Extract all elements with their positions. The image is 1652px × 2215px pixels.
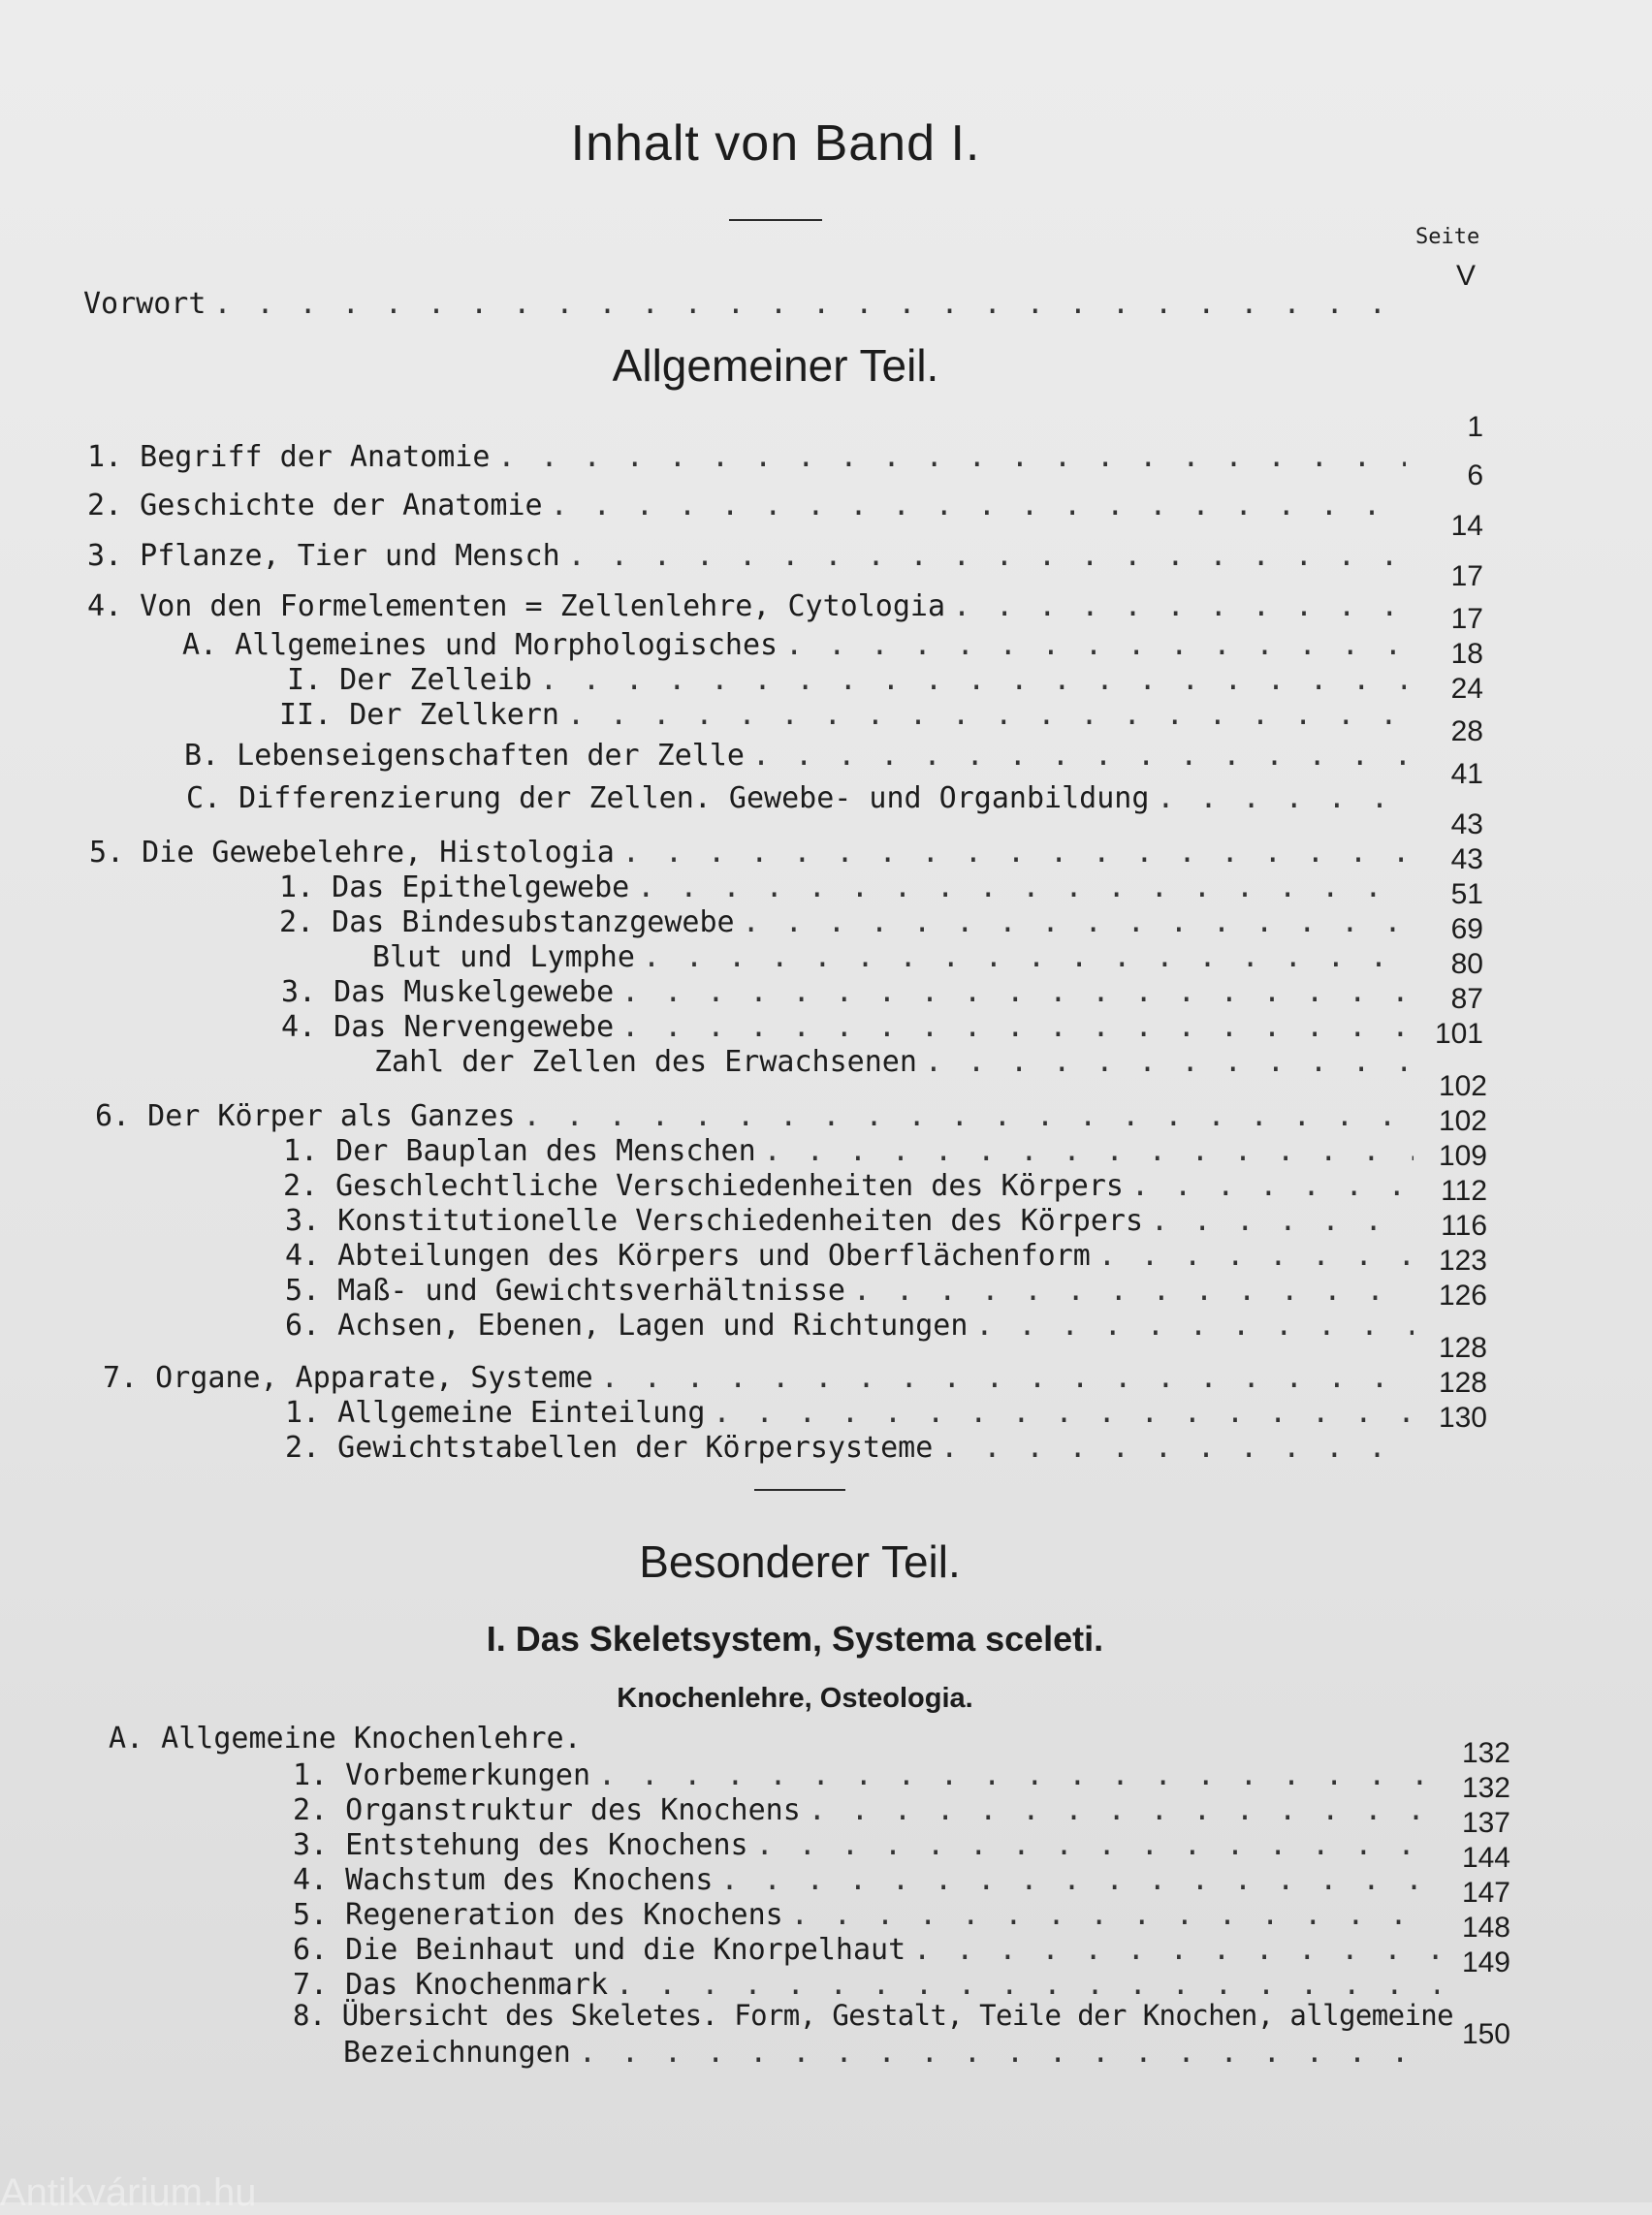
toc-page-number: 17 bbox=[1450, 603, 1483, 635]
leader-dots bbox=[975, 1309, 1414, 1343]
leader-dots bbox=[1157, 781, 1406, 815]
toc-entry[interactable]: 4. Abteilungen des Körpers und Oberflächenform . . . bbox=[285, 1239, 1414, 1272]
toc-entry[interactable]: 2. Geschlechtliche Verschiedenheiten des Körpers . . . bbox=[283, 1169, 1414, 1202]
toc-page-number: V bbox=[1455, 260, 1476, 292]
leader-dots bbox=[791, 1898, 1439, 1932]
leader-dots bbox=[601, 1361, 1417, 1395]
toc-entry[interactable]: C. Differenzierung der Zellen. Gewebe- und Organbildung . . . bbox=[186, 781, 1406, 814]
toc-page-number: 18 bbox=[1450, 638, 1483, 670]
toc-page-number: 144 bbox=[1461, 1842, 1510, 1874]
leader-dots bbox=[1098, 1239, 1414, 1273]
leader-dots bbox=[756, 1828, 1439, 1862]
toc-entry-label: Vorwort bbox=[83, 287, 206, 321]
toc-page-number: 102 bbox=[1438, 1105, 1487, 1137]
toc-entry[interactable]: 1. Der Bauplan des Menschen . . . bbox=[283, 1134, 1414, 1167]
toc-page-number: 148 bbox=[1461, 1912, 1510, 1944]
toc-page-number: 1 bbox=[1467, 411, 1483, 443]
page-title: Inhalt von Band I. bbox=[570, 115, 981, 172]
toc-entry-vorwort[interactable] bbox=[83, 287, 1412, 320]
leader-dots bbox=[497, 440, 1406, 474]
leader-dots bbox=[785, 628, 1406, 662]
section-heading-besonderer-teil: Besonderer Teil. bbox=[639, 1536, 961, 1587]
toc-page-number: 109 bbox=[1438, 1140, 1487, 1172]
toc-page-number: 101 bbox=[1434, 1018, 1483, 1050]
leader-dots bbox=[809, 1793, 1439, 1827]
leader-dots bbox=[1131, 1169, 1414, 1203]
toc-entry[interactable]: 2. Geschichte der Anatomie . . . bbox=[87, 489, 1406, 522]
leader-dots bbox=[853, 1274, 1414, 1308]
toc-page-number: 112 bbox=[1441, 1175, 1487, 1207]
leader-dots bbox=[540, 663, 1406, 697]
leader-dots bbox=[713, 1396, 1417, 1430]
toc-page-number: 128 bbox=[1438, 1332, 1487, 1364]
toc-entry[interactable]: 1. Begriff der Anatomie . . . bbox=[87, 440, 1406, 473]
toc-entry[interactable]: B. Lebenseigenschaften der Zelle . . . bbox=[184, 739, 1406, 772]
toc-page-number: 24 bbox=[1450, 673, 1483, 705]
toc-page-number: 116 bbox=[1441, 1210, 1487, 1242]
toc-entry[interactable]: 5. Die Gewebelehre, Histologia . . . bbox=[89, 836, 1406, 869]
toc-entry[interactable]: 6. Der Körper als Ganzes . . . bbox=[95, 1099, 1414, 1132]
toc-entry[interactable]: 1. Allgemeine Einteilung . . . bbox=[285, 1396, 1417, 1429]
toc-page-number: 123 bbox=[1438, 1245, 1487, 1277]
toc-page-number: 41 bbox=[1450, 758, 1483, 790]
toc-entry[interactable]: 3. Entstehung des Knochens . . . bbox=[293, 1828, 1439, 1861]
title-divider bbox=[729, 219, 822, 221]
leader-dots bbox=[940, 1431, 1417, 1465]
toc-page-number: 17 bbox=[1450, 560, 1483, 592]
toc-page-number: 43 bbox=[1450, 808, 1483, 840]
toc-entry[interactable]: 2. Gewichtstabellen der Körpersysteme . . . bbox=[285, 1431, 1417, 1464]
leader-dots bbox=[567, 698, 1406, 732]
toc-page-number: 51 bbox=[1450, 878, 1483, 910]
toc-page-number: 130 bbox=[1438, 1402, 1487, 1434]
leader-dots bbox=[616, 1968, 1439, 2002]
toc-page-number: 147 bbox=[1461, 1877, 1510, 1909]
toc-page-number: 149 bbox=[1461, 1946, 1510, 1978]
toc-page-number: 102 bbox=[1438, 1070, 1487, 1102]
group-label: A. Allgemeine Knochenlehre. bbox=[109, 1722, 582, 1756]
leader-dots bbox=[622, 836, 1406, 870]
toc-entry[interactable]: 4. Das Nervengewebe . . . bbox=[281, 1010, 1406, 1043]
leader-dots bbox=[637, 870, 1406, 904]
toc-entry[interactable]: A. Allgemeines und Morphologisches . . . bbox=[182, 628, 1406, 661]
toc-page-number: 126 bbox=[1438, 1280, 1487, 1312]
toc-entry[interactable]: 5. Maß- und Gewichtsverhältnisse . . . bbox=[285, 1274, 1414, 1307]
toc-entry[interactable]: Blut und Lymphe . . . bbox=[372, 940, 1406, 973]
toc-page-number: 137 bbox=[1461, 1807, 1510, 1839]
leader-dots bbox=[213, 287, 1412, 321]
leader-dots bbox=[1151, 1204, 1414, 1238]
leader-dots bbox=[579, 2036, 1439, 2070]
toc-entry[interactable]: 1. Vorbemerkungen . . . bbox=[293, 1758, 1439, 1791]
toc-page-number: 87 bbox=[1450, 983, 1483, 1015]
toc-entry[interactable]: I. Der Zelleib . . . bbox=[287, 663, 1406, 696]
leader-dots bbox=[643, 940, 1406, 974]
leader-dots bbox=[743, 905, 1406, 939]
leader-dots bbox=[720, 1863, 1439, 1897]
toc-page-number: 69 bbox=[1450, 913, 1483, 945]
toc-entry[interactable]: Bezeichnungen . . . bbox=[343, 2036, 1439, 2069]
leader-dots bbox=[913, 1933, 1439, 1967]
leader-dots bbox=[523, 1099, 1414, 1133]
toc-entry[interactable]: 7. Organe, Apparate, Systeme . . . bbox=[103, 1361, 1417, 1394]
toc-entry[interactable]: 3. Pflanze, Tier und Mensch . . . bbox=[87, 539, 1406, 572]
toc-entry[interactable]: 2. Das Bindesubstanzgewebe . . . bbox=[279, 905, 1406, 938]
toc-entry[interactable]: 3. Das Muskelgewebe . . . bbox=[281, 975, 1406, 1008]
toc-entry[interactable]: 6. Achsen, Ebenen, Lagen und Richtungen . . . bbox=[285, 1309, 1414, 1342]
leader-dots bbox=[621, 1010, 1406, 1044]
leader-dots bbox=[551, 489, 1406, 522]
column-header-seite: Seite bbox=[1415, 225, 1480, 249]
toc-entry[interactable]: 5. Regeneration des Knochens . . . bbox=[293, 1898, 1439, 1931]
subsystem-heading: Knochenlehre, Osteologia. bbox=[617, 1683, 973, 1714]
toc-page-number: 28 bbox=[1450, 715, 1483, 747]
leader-dots bbox=[598, 1758, 1439, 1792]
leader-dots bbox=[953, 589, 1406, 623]
leader-dots bbox=[764, 1134, 1414, 1168]
toc-entry-multiline[interactable]: 8. Übersicht des Skeletes. Form, Gestalt, Teile der Knochen, allgemeine bbox=[293, 1999, 1454, 2032]
toc-entry[interactable]: 4. Wachstum des Knochens . . . bbox=[293, 1863, 1439, 1896]
toc-page-number: 6 bbox=[1467, 459, 1483, 491]
toc-entry[interactable]: 6. Die Beinhaut und die Knorpelhaut . . . bbox=[293, 1933, 1439, 1966]
toc-entry[interactable]: 4. Von den Formelementen = Zellenlehre, Cytologia . . . bbox=[87, 589, 1406, 622]
leader-dots bbox=[621, 975, 1406, 1009]
toc-entry[interactable]: II. Der Zellkern . . . bbox=[279, 698, 1406, 731]
watermark: Antikvárium.hu bbox=[0, 2171, 257, 2214]
leader-dots bbox=[752, 739, 1406, 773]
toc-entry[interactable]: 1. Das Epithelgewebe . . . bbox=[279, 870, 1406, 903]
toc-entry[interactable]: Zahl der Zellen des Erwachsenen . . . bbox=[374, 1045, 1406, 1078]
leader-dots bbox=[568, 539, 1406, 573]
system-heading: I. Das Skeletsystem, Systema sceleti. bbox=[486, 1619, 1104, 1659]
toc-page-number: 80 bbox=[1450, 948, 1483, 980]
toc-page-number: 14 bbox=[1450, 510, 1483, 542]
toc-entry[interactable]: 7. Das Knochenmark . . . bbox=[293, 1968, 1439, 2001]
leader-dots bbox=[925, 1045, 1406, 1079]
section-divider bbox=[754, 1489, 845, 1491]
toc-entry[interactable]: 2. Organstruktur des Knochens . . . bbox=[293, 1793, 1439, 1826]
toc-page-number: 132 bbox=[1461, 1772, 1510, 1804]
section-heading-allgemeiner-teil: Allgemeiner Teil. bbox=[612, 340, 939, 391]
toc-page-number: 43 bbox=[1450, 843, 1483, 875]
toc-page-number: 150 bbox=[1461, 2018, 1510, 2050]
toc-page-number: 132 bbox=[1461, 1737, 1510, 1769]
toc-page-number: 128 bbox=[1438, 1367, 1487, 1399]
toc-entry[interactable]: 3. Konstitutionelle Verschiedenheiten des Körpers . . . bbox=[285, 1204, 1414, 1237]
